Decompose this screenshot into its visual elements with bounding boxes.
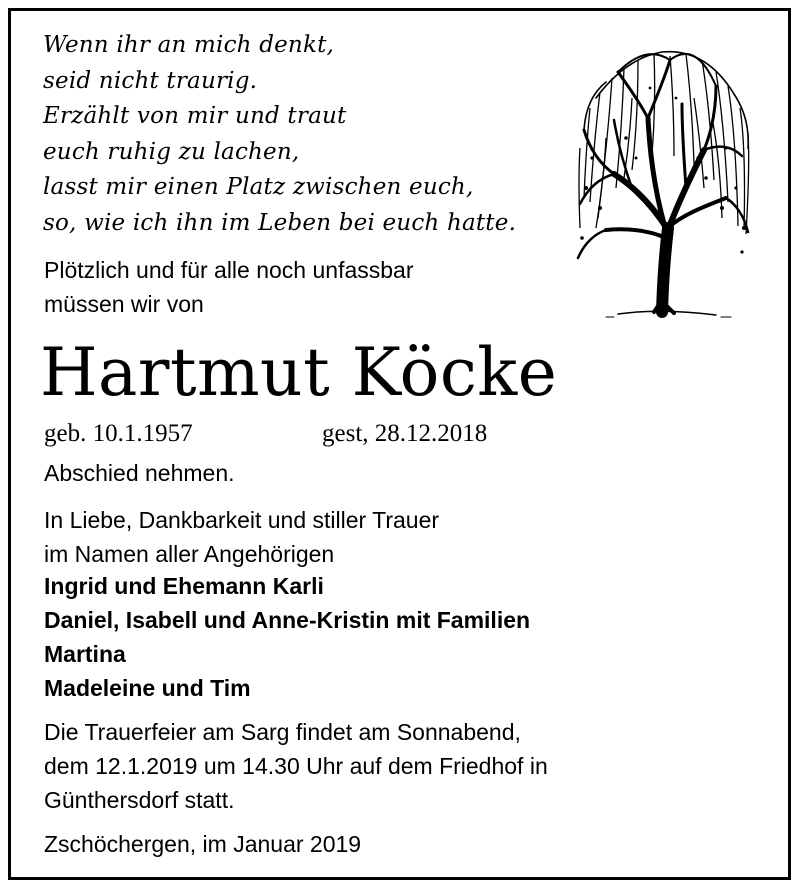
deceased-name: Hartmut Köcke bbox=[40, 334, 558, 411]
poem-line: Wenn ihr an mich denkt, bbox=[43, 32, 335, 58]
poem-line: Erzählt von mir und traut bbox=[43, 103, 347, 129]
mourning-line: In Liebe, Dankbarkeit und stiller Trauer bbox=[44, 507, 440, 533]
weeping-tree-icon bbox=[566, 38, 754, 323]
death-date: gest, 28.12.2018 bbox=[322, 420, 488, 447]
mourner-entry: Daniel, Isabell und Anne-Kristin mit Familien bbox=[44, 607, 531, 633]
ceremony-info bbox=[44, 715, 548, 817]
memorial-poem bbox=[43, 28, 516, 241]
mourner-entry: Madeleine und Tim bbox=[44, 675, 251, 701]
poem-line: seid nicht traurig. bbox=[43, 67, 258, 94]
mourning-text bbox=[44, 503, 439, 571]
mourner-entry: Ingrid und Ehemann Karli bbox=[44, 573, 324, 599]
ceremony-line: Die Trauerfeier am Sarg findet am Sonnabend, bbox=[44, 719, 521, 745]
intro-text bbox=[44, 253, 414, 321]
ceremony-line: Günthersdorf statt. bbox=[44, 787, 235, 813]
mourner-entry: Martina bbox=[44, 641, 126, 667]
intro-line: Plötzlich und für alle noch unfassbar bbox=[44, 257, 414, 283]
ceremony-line: dem 12.1.2019 um 14.30 Uhr auf dem Friedhof in bbox=[44, 753, 548, 779]
mourners-list bbox=[44, 569, 530, 705]
poem-line: so, wie ich ihn im Leben bei euch hatte. bbox=[43, 209, 517, 236]
birth-date: geb. 10.1.1957 bbox=[44, 420, 193, 447]
intro-line: müssen wir von bbox=[44, 291, 204, 317]
poem-line: lasst mir einen Platz zwischen euch, bbox=[43, 174, 474, 200]
poem-line: euch ruhig zu lachen, bbox=[43, 138, 300, 165]
farewell-text: Abschied nehmen. bbox=[44, 460, 235, 486]
mourning-line: im Namen aller Angehörigen bbox=[44, 541, 335, 567]
place-date: Zschöchergen, im Januar 2019 bbox=[44, 831, 362, 857]
